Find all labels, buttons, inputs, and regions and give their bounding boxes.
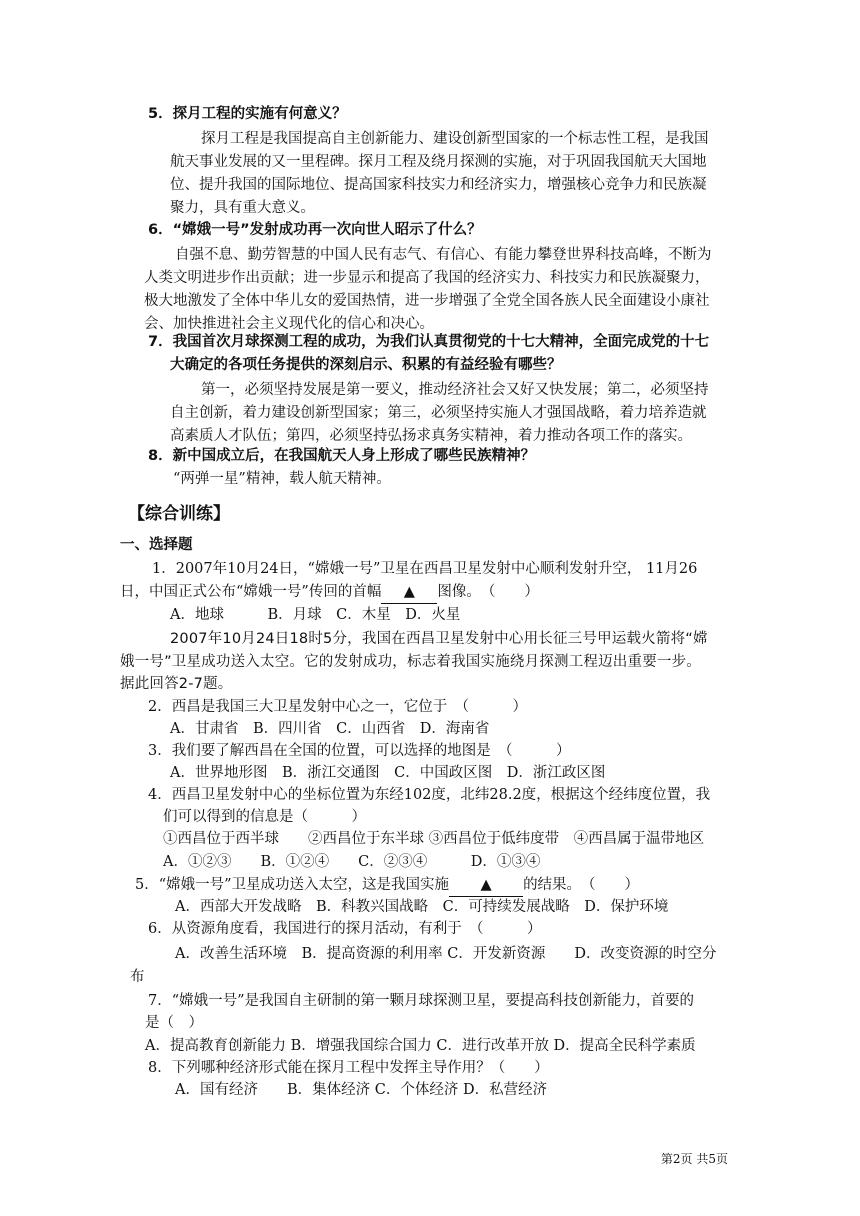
mc-q2: 2．西昌是我国三大卫星发射中心之一，它位于 （ ） (148, 699, 527, 715)
mc-q1-options: A．地球 B．月球 C．木星 D．火星 (170, 607, 461, 623)
passage-line: 2007年10月24日18时5分，我国在西昌卫星发射中心用长征三号甲运载火箭将“嫦 (170, 631, 708, 647)
mc-q5-paren: 的结果。 （ ） (523, 877, 640, 893)
question-5: 5．探月工程的实施有何意义？ (148, 106, 347, 122)
page-number: 第2页 共5页 (660, 1152, 728, 1166)
mc-q1-cont (120, 582, 539, 603)
mc-q4-cont: 们可以得到的信息是（ ） (163, 809, 366, 825)
mc-q8-options: A．国有经济 B．集体经济 C．个体经济 D．私营经济 (175, 1082, 548, 1098)
answer-line: 第一，必须坚持发展是第一要义，推动经济社会又好又快发展；第二，必须坚持 (201, 382, 709, 398)
answer-line: 极大地激发了全体中华儿女的爱国热情，进一步增强了全党全国各族人民全面建设小康社 (144, 293, 710, 309)
mc-q7-cont: 是（ ） (145, 1015, 203, 1031)
mc-q4-options: A．①②③ B．①②④ C．②③④ D．①③④ (163, 854, 541, 870)
mc-q6-options-cont: 布 (130, 969, 145, 985)
mc-q3: 3．我们要了解西昌在全国的位置，可以选择的地图是 （ ） (148, 743, 571, 759)
mc-q4-items: ①西昌位于西半球 ②西昌位于东半球 ③西昌位于低纬度带 ④西昌属于温带地区 (163, 831, 705, 847)
mc-q5 (135, 875, 639, 896)
mc-q3-options: A．世界地形图 B．浙江交通图 C．中国政区图 D．浙江政区图 (170, 765, 606, 781)
answer-line: 航天事业发展的又一里程碑。探月工程及绕月探测的实施，对于巩固我国航天大国地 (170, 154, 707, 170)
answer-line: 自强不息、勤劳智慧的中国人民有志气、有信心、有能力攀登世界科技高峰，不断为 (175, 247, 712, 263)
answer-line: 人类文明进步作出贡献；进一步显示和提高了我国的经济实力、科技实力和民族凝聚力， (144, 270, 710, 286)
answer-line: 高素质人才队伍；第四，必须坚持弘扬求真务实精神，着力推动各项工作的落实。 (170, 428, 692, 444)
mc-q4: 4．西昌卫星发射中心的坐标位置为东经102度，北纬28.2度，根据这个经纬度位置，我 (148, 787, 711, 803)
answer-line: 位、提升我国的国际地位、提高国家科技实力和经济实力，增强核心竞争力和民族凝 (170, 177, 707, 193)
passage-line: 娥一号”卫星成功送入太空。它的发射成功，标志着我国实施绕月探测工程迈出重要一步。 (120, 654, 702, 670)
passage-line: 据此回答2-7题。 (120, 676, 233, 692)
triangle-marker: ▲ (480, 877, 492, 893)
mc-q8: 8．下列哪种经济形式能在探月工程中发挥主导作用？（ ） (148, 1060, 549, 1076)
answer-blank (381, 582, 437, 604)
mc-q6-options: A．改善生活环境 B．提高资源的利用率 C．开发新资源 D．改变资源的时空分 (175, 946, 717, 962)
mc-q1-paren: 图像。 （ ） (437, 584, 539, 600)
question-6: 6．“嫦娥一号”发射成功再一次向世人昭示了什么？ (148, 222, 482, 238)
question-7: 7．我国首次月球探测工程的成功，为我们认真贯彻党的十七大精神，全面完成党的十七 (148, 334, 710, 350)
answer-line: 聚力，具有重大意义。 (170, 200, 315, 216)
question-7-cont: 大确定的各项任务提供的深刻启示、积累的有益经验有哪些？ (170, 357, 562, 373)
part-title: 一、选择题 (120, 537, 193, 553)
mc-q7: 7．“嫦娥一号”是我国自主研制的第一颗月球探测卫星，要提高科技创新能力，首要的 (148, 993, 695, 1009)
section-title: 【综合训练】 (128, 504, 230, 524)
mc-q7-options: A．提高教育创新能力 B．增强我国综合国力 C．进行改革开放 D．提高全民科学素质 (145, 1038, 696, 1054)
triangle-marker: ▲ (403, 584, 415, 600)
answer-blank (449, 875, 523, 897)
answer-line: 探月工程是我国提高自主创新能力、建设创新型国家的一个标志性工程，是我国 (201, 131, 709, 147)
answer-line: “两弹一星”精神，载人航天精神。 (173, 471, 391, 487)
mc-q6: 6．从资源角度看，我国进行的探月活动，有利于 （ ） (148, 921, 542, 937)
mc-q5-text: 5．“嫦娥一号”卫星成功送入太空，这是我国实施 (135, 877, 450, 893)
mc-q1: 1．2007年10月24日，“嫦娥一号”卫星在西昌卫星发射中心顺利发射升空， 11月26 (152, 561, 698, 577)
answer-line: 自主创新，着力建设创新型国家；第三，必须坚持实施人才强国战略，着力培养造就 (170, 405, 707, 421)
mc-q2-options: A．甘肃省 B．四川省 C．山西省 D．海南省 (170, 721, 490, 737)
answer-line: 会、加快推进社会主义现代化的信心和决心。 (144, 316, 434, 332)
question-8: 8．新中国成立后，在我国航天人身上形成了哪些民族精神？ (148, 448, 536, 464)
mc-q1-text: 日，中国正式公布“嫦娥一号”传回的首幅 (120, 584, 382, 600)
mc-q5-options: A．西部大开发战略 B．科教兴国战略 C．可持续发展战略 D．保护环境 (175, 899, 669, 915)
